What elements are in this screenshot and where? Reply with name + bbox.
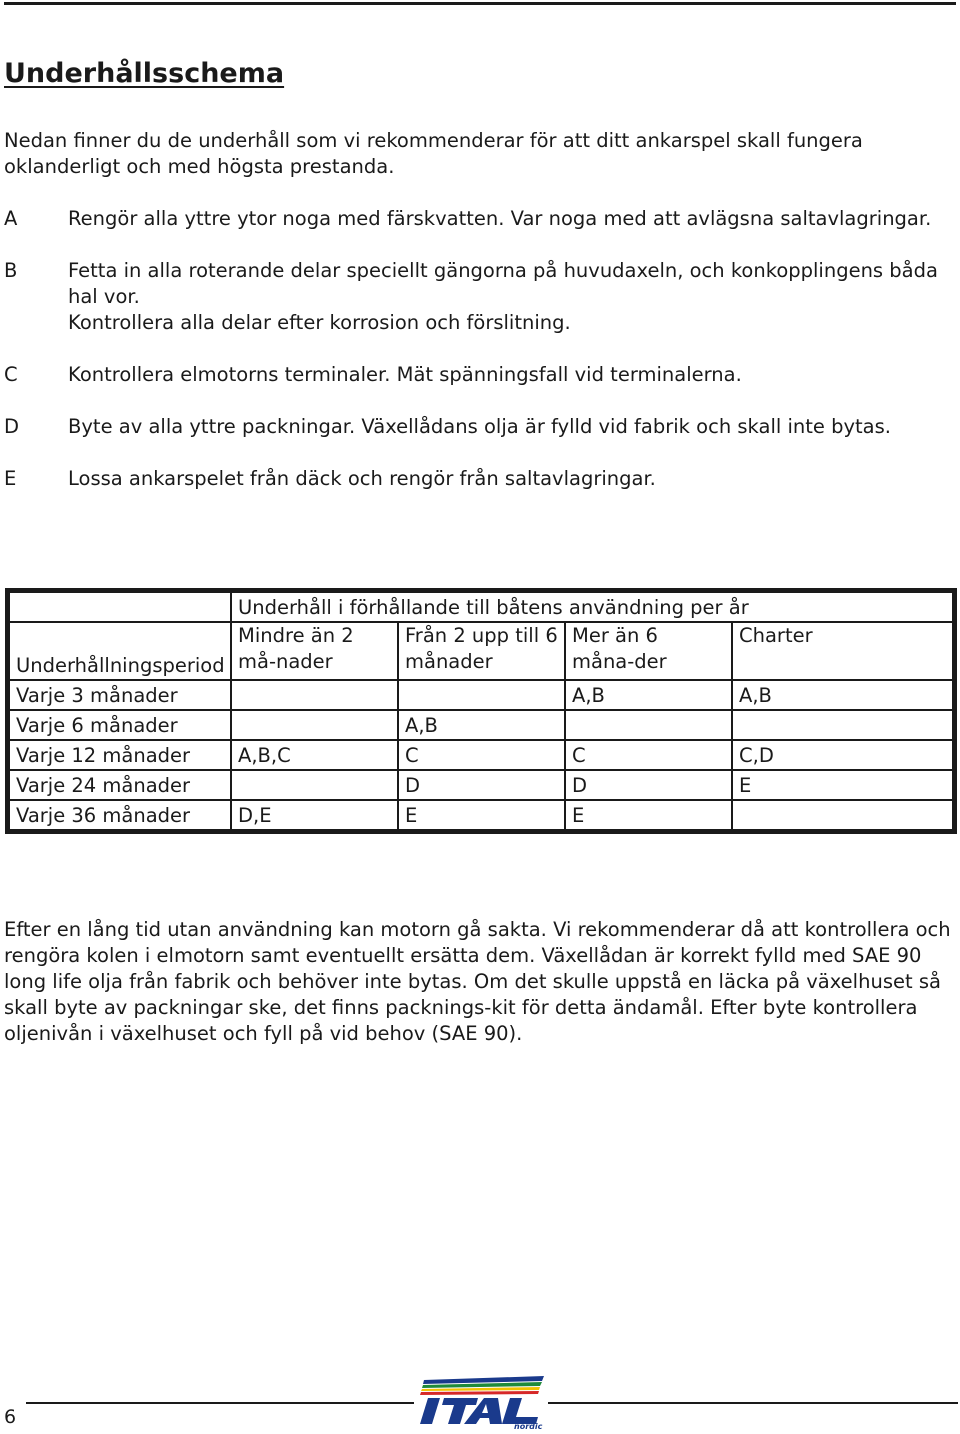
item-text	[68, 206, 956, 232]
table-cell: E	[565, 800, 732, 830]
maintenance-schedule-table	[5, 588, 957, 834]
table-cell: E	[398, 800, 565, 830]
table-group-header-row	[9, 592, 953, 622]
item-letter: E	[4, 467, 17, 490]
item-letter: A	[4, 207, 18, 230]
footer-rule-right	[548, 1402, 958, 1404]
table-cell	[732, 710, 953, 740]
period-column-header: Underhållningsperiod	[9, 622, 231, 680]
table-cell: D	[398, 770, 565, 800]
table-cell: D,E	[231, 800, 398, 830]
period-cell: Varje 6 månader	[9, 710, 231, 740]
item-text	[68, 258, 956, 336]
item-letter: B	[4, 259, 18, 282]
item-letter: C	[4, 363, 18, 386]
maintenance-items	[4, 206, 956, 492]
period-cell: Varje 24 månader	[9, 770, 231, 800]
intro-paragraph: Nedan finner du de underhåll som vi rekommenderar för att ditt ankarspel skall fungera oklanderligt och med högsta prestanda.	[4, 129, 863, 178]
top-rule	[4, 2, 956, 5]
maintenance-item-a	[4, 206, 956, 232]
table-cell	[231, 710, 398, 740]
table-cell: C	[565, 740, 732, 770]
item-letter: D	[4, 415, 20, 438]
column-header: Charter	[732, 622, 953, 680]
table-cell: C,D	[732, 740, 953, 770]
table-cell	[565, 710, 732, 740]
page-title: Underhållsschema	[4, 58, 285, 89]
table-row	[9, 770, 953, 800]
usage-group-header: Underhåll i förhållande till båtens användning per år	[231, 592, 953, 622]
table-row	[9, 740, 953, 770]
table-cell: C	[398, 740, 565, 770]
logo-subtext: nordic	[514, 1422, 543, 1430]
item-line: Byte av alla yttre packningar. Växellådans olja är fylld vid fabrik och skall inte bytas.	[68, 415, 891, 438]
table-row	[9, 710, 953, 740]
maintenance-item-d	[4, 414, 956, 440]
item-text	[68, 466, 956, 492]
column-header: Mer än 6 måna-der	[565, 622, 732, 680]
table-cell: A,B	[565, 680, 732, 710]
item-text	[68, 414, 956, 440]
item-line: Fetta in alla roterande delar speciellt gängorna på huvudaxeln, och konkopplingens båda hal vor.	[68, 259, 938, 308]
table-cell: E	[732, 770, 953, 800]
item-line: Lossa ankarspelet från däck och rengör från saltavlagringar.	[68, 467, 656, 490]
table-cell	[732, 800, 953, 830]
table-row	[9, 800, 953, 830]
column-header: Från 2 upp till 6 månader	[398, 622, 565, 680]
period-cell: Varje 12 månader	[9, 740, 231, 770]
ital-nordic-logo	[414, 1374, 548, 1430]
table-cell	[231, 680, 398, 710]
item-line: Rengör alla yttre ytor noga med färskvatten. Var noga med att avlägsna saltavlagringar.	[68, 207, 932, 230]
footer-paragraph: Efter en lång tid utan användning kan motorn gå sakta. Vi rekommenderar då att kontrollera och rengöra kolen i elmotorn samt eventuellt ersätta dem. Växellådan är korrekt fylld med SAE 90 long life olja från fabrik och behöver inte bytas. Om det skulle uppstå en läcka på växelhuset så skall byte av packningar ske, det finns packnings-kit för detta ändamål. Efter byte kontrollera oljenivån i växelhuset och fyll på vid behov (SAE 90).	[4, 918, 951, 1045]
table-header-row	[9, 622, 953, 680]
table-cell: D	[565, 770, 732, 800]
maintenance-item-b	[4, 258, 956, 336]
period-cell: Varje 3 månader	[9, 680, 231, 710]
maintenance-item-c	[4, 362, 956, 388]
period-cell: Varje 36 månader	[9, 800, 231, 830]
table-cell	[398, 680, 565, 710]
maintenance-item-e	[4, 466, 956, 492]
table-cell: A,B	[398, 710, 565, 740]
table-cell	[231, 770, 398, 800]
table-cell: A,B,C	[231, 740, 398, 770]
item-line: Kontrollera elmotorns terminaler. Mät spänningsfall vid terminalerna.	[68, 363, 742, 386]
table-corner-cell	[9, 592, 231, 622]
item-text	[68, 362, 956, 388]
footer-rule-left	[26, 1402, 414, 1404]
table-row	[9, 680, 953, 710]
ital-logo-icon	[414, 1374, 548, 1430]
table-cell: A,B	[732, 680, 953, 710]
page-number: 6	[4, 1406, 17, 1428]
column-header: Mindre än 2 må-nader	[231, 622, 398, 680]
item-line: Kontrollera alla delar efter korrosion och förslitning.	[68, 311, 571, 334]
